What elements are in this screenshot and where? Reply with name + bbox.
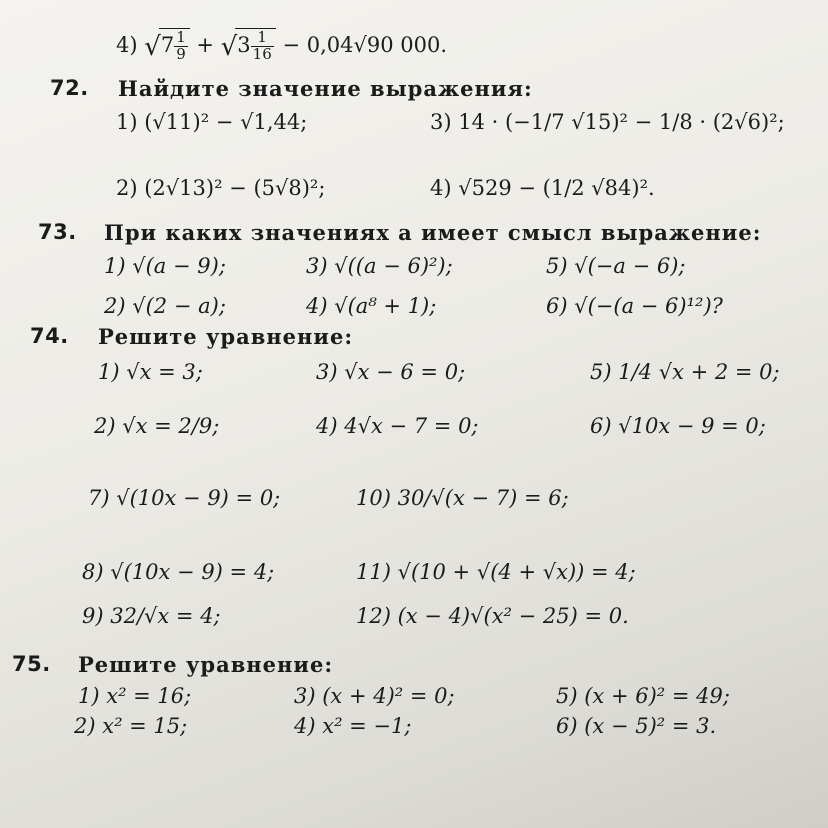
problem-75-item-3: 3) (x + 4)² = 0; (294, 684, 455, 708)
problem-74-item-10: 10) 30/√(x − 7) = 6; (356, 486, 569, 510)
problem-number-75: 75. (12, 652, 51, 676)
problem-75-item-2: 2) x² = 15; (74, 714, 188, 738)
problem-73-item-3: 3) √((a − 6)²); (306, 254, 453, 278)
problem-74-item-7: 7) √(10x − 9) = 0; (88, 486, 281, 510)
problem-74-item-6: 6) √10x − 9 = 0; (590, 414, 766, 438)
problem-74-item-8: 8) √(10x − 9) = 4; (82, 560, 275, 584)
problem-72-item-2: 2) (2√13)² − (5√8)²; (116, 176, 326, 200)
problem-72-item-4: 4) √529 − (1/2 √84)². (430, 176, 655, 200)
problem-74-item-5: 5) 1/4 √x + 2 = 0; (590, 360, 780, 384)
problem-number-72: 72. (50, 76, 89, 100)
problem-75-item-5: 5) (x + 6)² = 49; (556, 684, 730, 708)
problem-75-item-1: 1) x² = 16; (78, 684, 192, 708)
problem-75-item-4: 4) x² = −1; (294, 714, 412, 738)
problem-74-item-1: 1) √x = 3; (98, 360, 203, 384)
problem-74-item-12: 12) (x − 4)√(x² − 25) = 0. (356, 604, 629, 628)
problem-74-item-11: 11) √(10 + √(4 + √x)) = 4; (356, 560, 636, 584)
problem-72-item-3: 3) 14 · (−1/7 √15)² − 1/8 · (2√6)²; (430, 110, 785, 134)
problem-number-73: 73. (38, 220, 77, 244)
problem-74-item-4: 4) 4√x − 7 = 0; (316, 414, 479, 438)
problem-73-heading: При каких значениях a имеет смысл выражение: (104, 220, 762, 245)
problem-75-heading: Решите уравнение: (78, 652, 334, 677)
problem-73-item-5: 5) √(−a − 6); (546, 254, 686, 278)
item-prefix: 4) (116, 32, 138, 57)
problem-74-item-2: 2) √x = 2/9; (94, 414, 220, 438)
problem-73-item-2: 2) √(2 − a); (104, 294, 226, 318)
problem-number-74: 74. (30, 324, 69, 348)
problem-74-heading: Решите уравнение: (98, 324, 354, 349)
problem-72-item-1: 1) (√11)² − √1,44; (116, 110, 308, 134)
problem-75-item-6: 6) (x − 5)² = 3. (556, 714, 717, 738)
problem-74-item-9: 9) 32/√x = 4; (82, 604, 221, 628)
problem-74-item-3: 3) √x − 6 = 0; (316, 360, 466, 384)
item-tail: − 0,04√90 000. (282, 32, 448, 57)
problem-73-item-1: 1) √(a − 9); (104, 254, 226, 278)
problem-73-item-6: 6) √(−(a − 6)¹²)? (546, 294, 723, 318)
problem-72-heading: Найдите значение выражения: (118, 76, 533, 101)
problem-73-item-4: 4) √(a⁸ + 1); (306, 294, 437, 318)
problem-71-item-4: 4) √7 $\frac{1}{9}$ + √3 $\frac{1}{16}$ − 0,04√90 000. (116, 28, 448, 63)
